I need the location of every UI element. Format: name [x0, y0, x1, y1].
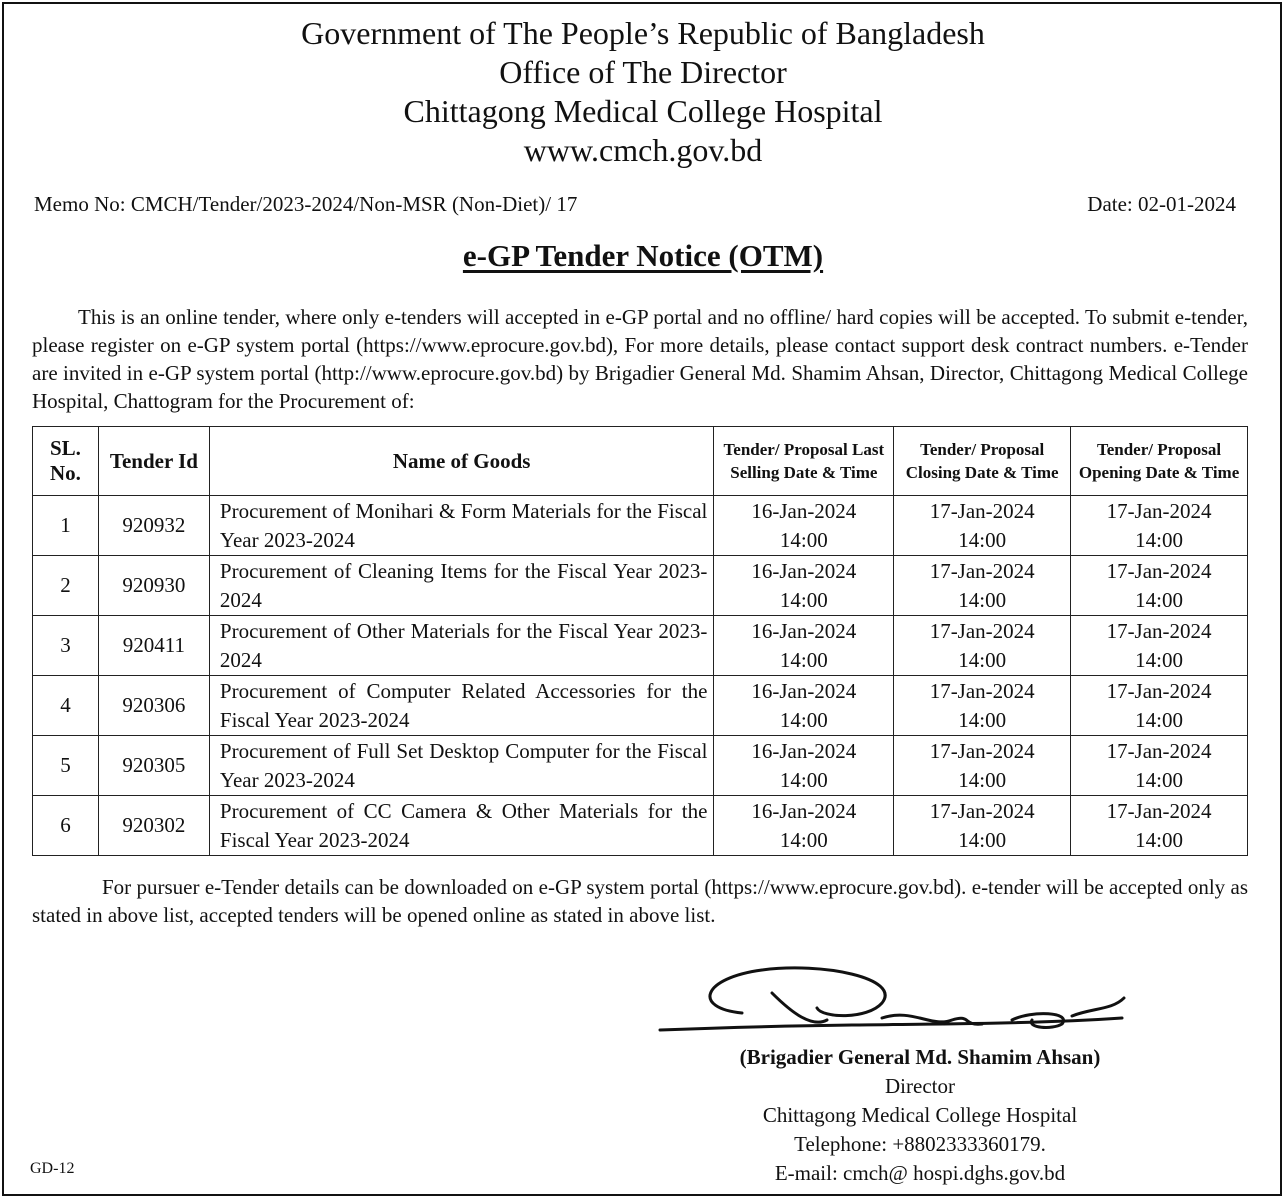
table-row	[33, 616, 1248, 676]
cell-selling-datetime	[714, 796, 894, 856]
table-header-row	[33, 427, 1248, 496]
date-value: 17-Jan-2024	[1106, 798, 1212, 823]
table-row	[33, 736, 1248, 796]
cell-selling-datetime	[714, 496, 894, 556]
office-line: Office of The Director	[499, 54, 787, 90]
cell-opening-datetime	[1071, 676, 1248, 736]
cell-closing-datetime	[894, 676, 1071, 736]
date-value: 16-Jan-2024	[751, 678, 857, 703]
date-value: 17-Jan-2024	[929, 498, 1035, 523]
date-value: 17-Jan-2024	[1106, 498, 1212, 523]
cell-sl: 1	[33, 496, 99, 556]
date-value: 17-Jan-2024	[929, 558, 1035, 583]
cell-selling-datetime	[714, 676, 894, 736]
date-value: 17-Jan-2024	[929, 798, 1035, 823]
table-row	[33, 676, 1248, 736]
time-value: 14:00	[958, 827, 1007, 852]
cell-tender-id: 920930	[98, 556, 209, 616]
notice-date: Date: 02-01-2024	[1087, 192, 1236, 216]
date-value: 17-Jan-2024	[1106, 678, 1212, 703]
time-value: 14:00	[779, 587, 828, 612]
time-value: 14:00	[779, 827, 828, 852]
footer-code: GD-12	[30, 1160, 75, 1177]
date-value: 16-Jan-2024	[751, 558, 857, 583]
hospital-line: Chittagong Medical College Hospital	[403, 93, 883, 129]
date-value: 16-Jan-2024	[751, 618, 857, 643]
cell-sl: 2	[33, 556, 99, 616]
cell-tender-id: 920306	[98, 676, 209, 736]
signatory-email: E-mail: cmch@ hospi.dghs.gov.bd	[774, 1161, 1066, 1185]
tender-table	[32, 426, 1248, 856]
cell-opening-datetime	[1071, 556, 1248, 616]
table-row	[33, 796, 1248, 856]
time-value: 14:00	[1135, 827, 1183, 852]
government-line: Government of The People’s Republic of Bangladesh	[301, 15, 985, 51]
cell-closing-datetime	[894, 556, 1071, 616]
cell-selling-datetime	[714, 616, 894, 676]
cell-sl: 4	[33, 676, 99, 736]
time-value: 14:00	[779, 767, 828, 792]
signature	[652, 958, 1132, 1040]
cell-goods: Procurement of Other Materials for the Fiscal Year 2023-2024	[209, 616, 714, 676]
date-value: 16-Jan-2024	[751, 498, 857, 523]
time-value: 14:00	[958, 767, 1007, 792]
header-goods: Name of Goods	[209, 427, 714, 496]
cell-tender-id: 920305	[98, 736, 209, 796]
cell-tender-id: 920932	[98, 496, 209, 556]
time-value: 14:00	[1135, 527, 1183, 552]
header-opening-date: Tender/ Proposal Opening Date & Time	[1071, 427, 1248, 496]
cell-goods: Procurement of CC Camera & Other Materials for the Fiscal Year 2023-2024	[209, 796, 714, 856]
time-value: 14:00	[779, 647, 828, 672]
cell-selling-datetime	[714, 736, 894, 796]
cell-sl: 3	[33, 616, 99, 676]
cell-selling-datetime	[714, 556, 894, 616]
time-value: 14:00	[958, 587, 1007, 612]
date-value: 17-Jan-2024	[929, 618, 1035, 643]
cell-closing-datetime	[894, 796, 1071, 856]
memo-number: Memo No: CMCH/Tender/2023-2024/Non-MSR (Non-Diet)/ 17	[34, 192, 578, 216]
time-value: 14:00	[1135, 767, 1183, 792]
time-value: 14:00	[1135, 707, 1183, 732]
cell-opening-datetime	[1071, 796, 1248, 856]
time-value: 14:00	[779, 527, 828, 552]
date-value: 17-Jan-2024	[929, 678, 1035, 703]
time-value: 14:00	[958, 647, 1007, 672]
outro-paragraph: For pursuer e-Tender details can be downloaded on e-GP system portal (https://www.eprocure.gov.bd). e-tender will be accepted only as stated in above list, accepted tenders will be opened online as stated in above list.	[32, 875, 1248, 927]
cell-goods: Procurement of Cleaning Items for the Fiscal Year 2023-2024	[209, 556, 714, 616]
cell-sl: 5	[33, 736, 99, 796]
cell-opening-datetime	[1071, 616, 1248, 676]
header-selling-date: Tender/ Proposal Last Selling Date & Time	[714, 427, 894, 496]
signatory-organization: Chittagong Medical College Hospital	[762, 1103, 1078, 1127]
cell-closing-datetime	[894, 736, 1071, 796]
table-row	[33, 496, 1248, 556]
cell-closing-datetime	[894, 496, 1071, 556]
time-value: 14:00	[779, 707, 828, 732]
intro-paragraph: This is an online tender, where only e-tenders will accepted in e-GP portal and no offline/ hard copies will be accepted. To submit e-tender, please register on e-GP system portal (https://www.eprocure.gov.bd), For more details, please contact support desk contract numbers. e-Tender are invited in e-GP system portal (http://www.eprocure.gov.bd) by Brigadier General Md. Shamim Ahsan, Director, Chittagong Medical College Hospital, Chattogram for the Procurement of:	[32, 305, 1248, 413]
cell-goods: Procurement of Computer Related Accessories for the Fiscal Year 2023-2024	[209, 676, 714, 736]
signatory-telephone: Telephone: +8802333360179.	[794, 1132, 1046, 1156]
cell-opening-datetime	[1071, 496, 1248, 556]
date-value: 17-Jan-2024	[1106, 558, 1212, 583]
date-value: 16-Jan-2024	[751, 738, 857, 763]
cell-tender-id: 920411	[98, 616, 209, 676]
signatory-name: (Brigadier General Md. Shamim Ahsan)	[739, 1045, 1101, 1069]
time-value: 14:00	[1135, 587, 1183, 612]
website-line: www.cmch.gov.bd	[523, 132, 763, 168]
date-value: 17-Jan-2024	[1106, 738, 1212, 763]
header-closing-date: Tender/ Proposal Closing Date & Time	[894, 427, 1071, 496]
date-value: 17-Jan-2024	[929, 738, 1035, 763]
date-value: 17-Jan-2024	[1106, 618, 1212, 643]
notice-title: e-GP Tender Notice (OTM)	[462, 238, 824, 273]
time-value: 14:00	[1135, 647, 1183, 672]
time-value: 14:00	[958, 707, 1007, 732]
cell-sl: 6	[33, 796, 99, 856]
cell-tender-id: 920302	[98, 796, 209, 856]
time-value: 14:00	[958, 527, 1007, 552]
cell-goods: Procurement of Monihari & Form Materials for the Fiscal Year 2023-2024	[209, 496, 714, 556]
cell-goods: Procurement of Full Set Desktop Computer for the Fiscal Year 2023-2024	[209, 736, 714, 796]
signatory-designation: Director	[885, 1074, 955, 1098]
letterhead	[0, 14, 1286, 170]
table-row	[33, 556, 1248, 616]
cell-opening-datetime	[1071, 736, 1248, 796]
cell-closing-datetime	[894, 616, 1071, 676]
header-tender-id: Tender Id	[98, 427, 209, 496]
header-sl: SL. No.	[33, 427, 99, 496]
date-value: 16-Jan-2024	[751, 798, 857, 823]
